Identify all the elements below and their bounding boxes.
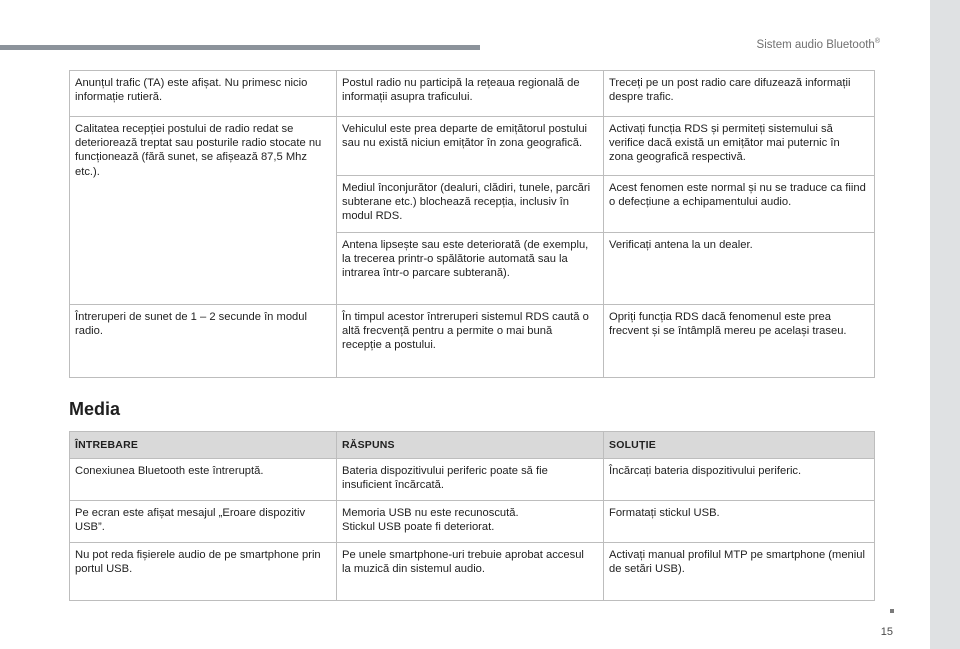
- page-header-title: Sistem audio Bluetooth®: [756, 38, 880, 51]
- section-title-media: Media: [69, 399, 121, 419]
- question-cell: Anunțul trafic (TA) este afișat. Nu primesc nicio informație rutieră.: [70, 71, 337, 117]
- page-number: 15: [880, 626, 893, 638]
- solution-cell: Încărcați bateria dispozitivului periferic.: [604, 459, 875, 501]
- page-marker: [890, 609, 894, 613]
- answer-cell: Postul radio nu participă la rețeaua regională de informații asupra traficului.: [337, 71, 604, 117]
- question-cell: Pe ecran este afișat mesajul „Eroare dispozitiv USB”.: [70, 501, 337, 543]
- table-row: [70, 543, 875, 601]
- solution-cell: Treceți pe un post radio care difuzează informații despre trafic.: [604, 71, 875, 117]
- table-row: [70, 117, 875, 176]
- media-troubleshooting-table: [69, 431, 875, 601]
- question-cell: Conexiunea Bluetooth este întreruptă.: [70, 459, 337, 501]
- table-row: [70, 459, 875, 501]
- answer-cell: Memoria USB nu este recunoscută. Stickul USB poate fi deteriorat.: [337, 501, 604, 543]
- answer-cell: Antena lipsește sau este deteriorată (de exemplu, la trecerea printr-o spălătorie automată sau la intrarea într-o parcare subterană).: [337, 233, 604, 305]
- header-rule: [0, 45, 480, 50]
- question-cell: Calitatea recepției postului de radio redat se deteriorează treptat sau posturile radio stocate nu funcționează (fără sunet, se afișează 87,5 Mhz etc.).: [70, 117, 337, 305]
- question-cell: Întreruperi de sunet de 1 – 2 secunde în modul radio.: [70, 305, 337, 378]
- answer-cell: Bateria dispozitivului periferic poate să fie insuficient încărcată.: [337, 459, 604, 501]
- table-row: [70, 501, 875, 543]
- side-tab-strip: [930, 0, 960, 649]
- header-question: ÎNTREBARE: [70, 432, 337, 459]
- table-row: [70, 305, 875, 378]
- header-answer: RĂSPUNS: [337, 432, 604, 459]
- table-header-row: [70, 432, 875, 459]
- solution-cell: Verificați antena la un dealer.: [604, 233, 875, 305]
- radio-troubleshooting-table: [69, 70, 875, 378]
- solution-cell: Activați manual profilul MTP pe smartphone (meniul de setări USB).: [604, 543, 875, 601]
- answer-cell: Mediul înconjurător (dealuri, clădiri, tunele, parcări subterane etc.) blochează recepția, inclusiv în modul RDS.: [337, 176, 604, 233]
- header-solution: SOLUȚIE: [604, 432, 875, 459]
- table-row: [70, 71, 875, 117]
- question-cell: Nu pot reda fișierele audio de pe smartphone prin portul USB.: [70, 543, 337, 601]
- answer-cell: Vehiculul este prea departe de emițătorul postului sau nu există niciun emițător în zona geografică.: [337, 117, 604, 176]
- solution-cell: Formatați stickul USB.: [604, 501, 875, 543]
- answer-cell: În timpul acestor întreruperi sistemul RDS caută o altă frecvență pentru a permite o mai bună recepție a postului.: [337, 305, 604, 378]
- registered-mark: ®: [874, 38, 880, 45]
- solution-cell: Acest fenomen este normal și nu se traduce ca fiind o defecțiune a echipamentului audio.: [604, 176, 875, 233]
- answer-cell: Pe unele smartphone-uri trebuie aprobat accesul la muzică din sistemul audio.: [337, 543, 604, 601]
- solution-cell: Opriți funcția RDS dacă fenomenul este prea frecvent și se întâmplă mereu pe același traseu.: [604, 305, 875, 378]
- solution-cell: Activați funcția RDS și permiteți sistemului să verifice dacă există un emițător mai puternic în zona geografică respectivă.: [604, 117, 875, 176]
